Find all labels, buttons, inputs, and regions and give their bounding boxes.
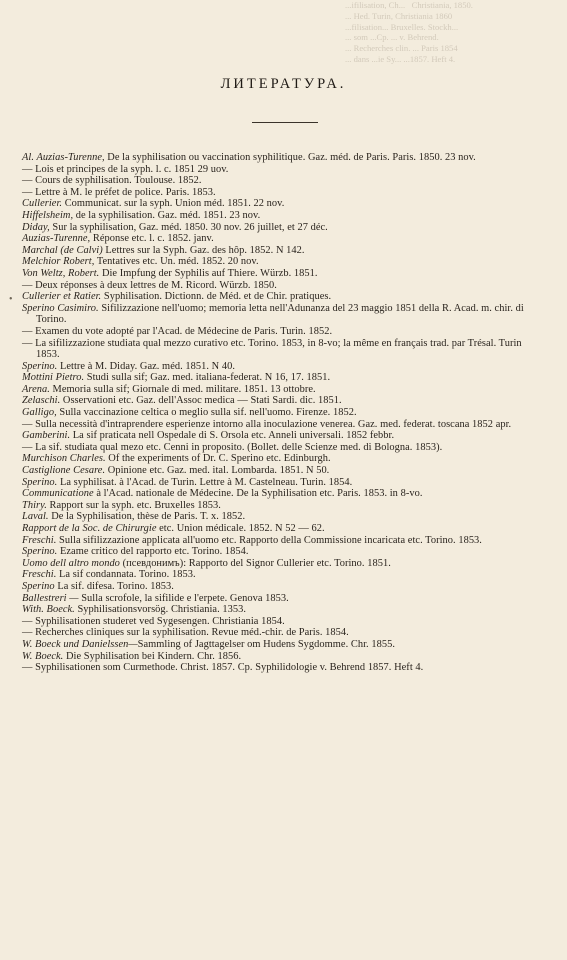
- entry-text: La syphilisat. à l'Acad. de Turin. Lettre à M. Castelneau. Turin. 1854.: [57, 476, 353, 488]
- bibliography-entry: [22, 303, 544, 326]
- bibliography-entry: [22, 268, 544, 280]
- bibliography-entry: [22, 593, 544, 605]
- entry-text: Sur la syphilisation, Gaz. méd. 1850. 30 nov. 26 juillet, et 27 déc.: [49, 221, 328, 233]
- margin-mark: •: [9, 294, 13, 305]
- entry-text: — Lois et principes de la syph. l. c. 1851 29 uov.: [22, 163, 229, 175]
- entry-author: Sperino.: [22, 360, 58, 372]
- bibliography-entry: [22, 222, 544, 234]
- bleed-line: ... Recherches clin. ... Paris 1854: [345, 43, 458, 54]
- entry-author: Murchison Charles.: [22, 453, 106, 465]
- entry-text: Sulla scrofole, la sifilide e l'erpete. Genova 1853.: [78, 592, 289, 604]
- bibliography-entry: [22, 535, 544, 547]
- entry-author: Sperino.: [22, 546, 58, 558]
- entry-text: Syphilisation. Dictionn. de Méd. et de Chir. pratiques.: [101, 291, 332, 303]
- bibliography-entry: [22, 395, 544, 407]
- entry-text: Of the experiments of Dr. C. Sperino etc. Edinburgh.: [105, 453, 331, 465]
- bibliography-entry: [22, 419, 544, 431]
- bibliography-entry: [22, 500, 544, 512]
- entry-author: Cullerier.: [22, 198, 63, 210]
- bleed-line: ...ifilisation, Ch... Christiania, 1850.: [345, 0, 473, 10]
- entry-text: — Lettre à M. le préfet de police. Paris. 1853.: [22, 186, 216, 198]
- bleed-line: ... som ...Cp. ... v. Behrend.: [345, 32, 439, 43]
- entry-author: Sperino.: [22, 476, 58, 488]
- bibliography-entry: [22, 546, 544, 558]
- entry-text: La sif praticata nell Ospedale di S. Orsola etc. Anneli universali. 1852 febbr.: [70, 430, 395, 442]
- bibliography-entry: [22, 187, 544, 199]
- bibliography-entry: [22, 477, 544, 489]
- bibliography-entry: [22, 372, 544, 384]
- entry-text: Tentatives etc. Un. méd. 1852. 20 nov.: [94, 256, 259, 268]
- bleed-line: ... Hed. Turin, Christiania 1860: [345, 10, 453, 21]
- entry-author: Freschi.: [22, 534, 57, 546]
- bibliography-entry: [22, 569, 544, 581]
- bibliography-entry: [22, 361, 544, 373]
- bibliography-list: [22, 152, 544, 674]
- bibliography-entry: [22, 488, 544, 500]
- bibliography-entry: [22, 511, 544, 523]
- entry-author: Thiry.: [22, 499, 47, 511]
- page-heading: ЛИТЕРАТУРА.: [220, 76, 347, 92]
- heading-rule: [252, 122, 318, 123]
- entry-author: W. Boeck.: [22, 650, 64, 662]
- bibliography-entry: [22, 442, 544, 454]
- entry-text: Studi sulla sif; Gaz. med. italiana-federat. N 16, 17. 1851.: [84, 372, 331, 384]
- entry-text: La sif condannata. Torino. 1853.: [56, 569, 196, 581]
- entry-author: Castiglione Cesare.: [22, 465, 106, 477]
- entry-text: — Cours de syphilisation. Toulouse. 1852.: [22, 175, 202, 187]
- bibliography-entry: [22, 558, 544, 570]
- bibliography-entry: [22, 662, 544, 674]
- entry-author: Sperino Casimiro.: [22, 302, 99, 314]
- entry-text: Communicat. sur la syph. Union méd. 1851. 22 nov.: [62, 198, 285, 210]
- entry-text: — Sulla necessità d'intraprendere esperienze intorno alla inoculazione venerea. Gaz. med. federat. toscana 1852 apr.: [22, 418, 512, 430]
- bibliography-entry: [22, 338, 544, 361]
- entry-text: à l'Acad. nationale de Médecine. De la Syphilisation etc. Paris. 1853. in 8-vo.: [93, 488, 423, 500]
- bibliography-entry: [22, 384, 544, 396]
- entry-author: Marchal (de Calvi): [22, 244, 103, 256]
- entry-author: Arena.: [22, 383, 50, 395]
- entry-text: Lettres sur la Syph. Gaz. des hôp. 1852. N 142.: [102, 244, 305, 256]
- entry-text: — Deux réponses à deux lettres de M. Ricord. Würzb. 1850.: [22, 279, 277, 291]
- entry-author: Ballestreri —: [22, 592, 79, 604]
- entry-text: De la syphilisation ou vaccination syphilitique. Gaz. méd. de Paris. Paris. 1850. 23 nov.: [104, 152, 476, 163]
- entry-text: Osservationi etc. Gaz. dell'Assoc medica — Stati Sardi. dic. 1851.: [60, 395, 342, 407]
- bibliography-entry: [22, 326, 544, 338]
- entry-text: Die Syphilisation bei Kindern. Chr. 1856.: [63, 650, 242, 662]
- entry-text: Rapport sur la syph. etc. Bruxelles 1853.: [46, 499, 221, 511]
- entry-text: — Examen du vote adopté par l'Acad. de Médecine de Paris. Turin. 1852.: [22, 325, 333, 337]
- entry-author: Von Weltz, Robert.: [22, 267, 100, 279]
- bibliography-entry: [22, 291, 544, 303]
- entry-text: Die Impfung der Syphilis auf Thiere. Würzb. 1851.: [99, 267, 318, 279]
- bibliography-entry: [22, 245, 544, 257]
- entry-text: Lettre à M. Diday. Gaz. méd. 1851. N 40.: [57, 360, 236, 372]
- entry-text: — Recherches cliniques sur la syphilisation. Revue méd.-chir. de Paris. 1854.: [22, 627, 349, 639]
- bibliography-entry: [22, 627, 544, 639]
- bibliography-entry: [22, 453, 544, 465]
- entry-text: La sif. difesa. Torino. 1853.: [54, 580, 174, 592]
- entry-text: De la Syphilisation, thèse de Paris. T. x. 1852.: [48, 511, 246, 523]
- entry-author: Sperino: [22, 580, 55, 592]
- entry-text: Sifilizzazione nell'uomo; memoria letta nell'Adunanza del 23 maggio 1851 della R. Acad. m. chir. di Torino.: [36, 302, 524, 326]
- entry-text: — Syphilisationen studeret ved Sygesengen. Christiania 1854.: [22, 615, 285, 627]
- entry-author: Communicatione: [22, 488, 94, 500]
- bibliography-entry: [22, 639, 544, 651]
- entry-text: Opinione etc. Gaz. med. ital. Lombarda. 1851. N 50.: [105, 465, 330, 477]
- bibliography-entry: [22, 164, 544, 176]
- entry-text: Ezame critico del rapporto etc. Torino. 1854.: [57, 546, 249, 558]
- bibliography-entry: [22, 407, 544, 419]
- entry-text: Syphilisationsvorsög. Christiania. 1353.: [74, 604, 247, 616]
- entry-author: Melchior Robert,: [22, 256, 95, 268]
- entry-author: Al. Auzias-Turenne,: [22, 152, 105, 163]
- entry-text: Sulla sifilizzazione applicata all'uomo etc. Rapporto della Commissione incaricata etc. Torino. 1853.: [56, 534, 482, 546]
- bibliography-entry: [22, 175, 544, 187]
- entry-text: Sammling of Jagttagelser om Hudens Sygdomme. Chr. 1855.: [137, 638, 395, 650]
- entry-author: Galligo,: [22, 407, 57, 419]
- bibliography-entry: [22, 210, 544, 222]
- bibliography-entry: [22, 523, 544, 535]
- entry-author: Mottini Pietro.: [22, 372, 85, 384]
- entry-author: Zelaschi.: [22, 395, 61, 407]
- entry-author: Freschi.: [22, 569, 57, 581]
- bibliography-entry: [22, 152, 544, 164]
- entry-text: de la syphilisation. Gaz. méd. 1851. 23 nov.: [73, 209, 261, 221]
- entry-author: W. Boeck und Danielssen—: [22, 638, 138, 650]
- bibliography-entry: [22, 465, 544, 477]
- bleed-line: ... dans ...ie Sy... ...1857. Heft 4.: [345, 53, 456, 64]
- bibliography-entry: [22, 581, 544, 593]
- entry-author: Rapport de la Soc. de Chirurgie: [22, 523, 157, 534]
- entry-text: — Syphilisationen som Curmethode. Christ. 1857. Cp. Syphilidologie v. Behrend 1857. Heft 4.: [22, 662, 424, 674]
- entry-author: Gamberini.: [22, 430, 71, 442]
- bibliography-entry: [22, 280, 544, 292]
- entry-author: Cullerier et Ratier.: [22, 291, 102, 303]
- bibliography-entry: [22, 198, 544, 210]
- entry-author: Hiffelsheim,: [22, 209, 74, 221]
- entry-text: — La sif. studiata qual mezo etc. Cenni in proposito. (Bollet. delle Scienze med. di Bologna. 1853).: [22, 441, 443, 453]
- entry-text: Sulla vaccinazione celtica o meglio sulla sif. nell'uomo. Firenze. 1852.: [56, 407, 357, 419]
- entry-text: — La sifilizzazione studiata qual mezzo curativo etc. Torino. 1853, in 8-vo; la même en français trad. par Trésal. Turin 1853.: [22, 337, 522, 361]
- entry-text: Memoria sulla sif; Giornale di med. militare. 1851. 13 ottobre.: [49, 383, 316, 395]
- bibliography-entry: [22, 616, 544, 628]
- entry-author: Uomo dell altro mondo: [22, 557, 120, 569]
- entry-author: With. Boeck.: [22, 604, 75, 616]
- entry-author: Laval.: [22, 511, 49, 523]
- bleed-line: ...filisation... Bruxelles. Stockh...: [345, 21, 459, 32]
- bibliography-entry: [22, 233, 544, 245]
- bibliography-entry: [22, 651, 544, 663]
- bibliography-entry: [22, 256, 544, 268]
- entry-author: Auzias-Turenne,: [22, 233, 91, 245]
- entry-text: (псевдонимъ): Rapporto del Signor Cullerier etc. Torino. 1851.: [119, 557, 391, 569]
- entry-text: Réponse etc. l. c. 1852. janv.: [90, 233, 214, 245]
- entry-text: etc. Union médicale. 1852. N 52 — 62.: [156, 523, 325, 534]
- bibliography-entry: [22, 430, 544, 442]
- entry-author: Diday,: [22, 221, 50, 233]
- bibliography-entry: [22, 604, 544, 616]
